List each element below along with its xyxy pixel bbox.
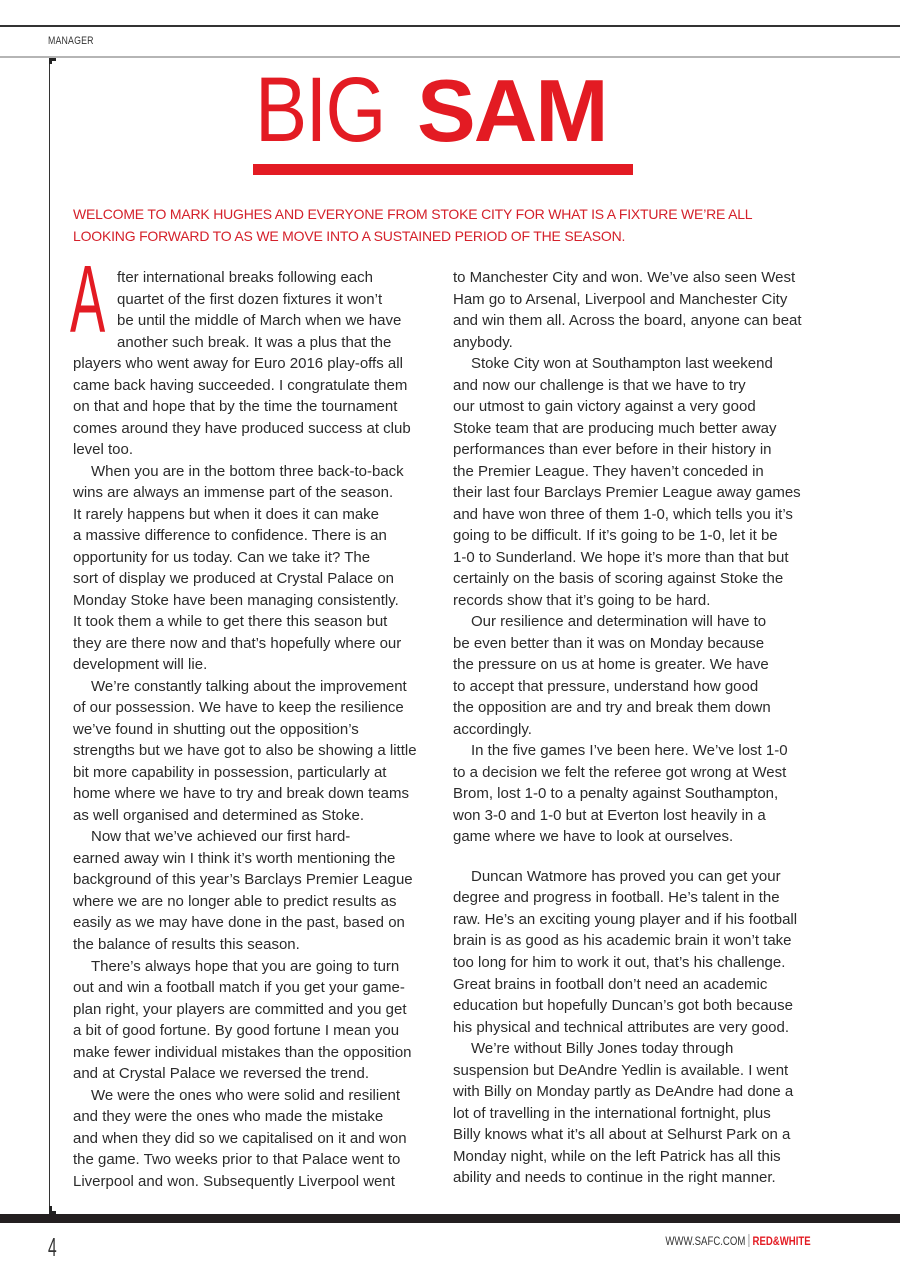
article-line: Stoke City won at Southampton last weekend — [471, 355, 773, 373]
paragraph-gap — [453, 848, 823, 866]
article-line: and have won three of them 1-0, which tells you it’s — [453, 505, 793, 523]
article-line: certainly on the basis of scoring against Stoke the — [453, 570, 784, 588]
article-line: Stoke team that are producing much better away — [453, 419, 777, 437]
article-line: out and win a football match if you get your game- — [73, 979, 405, 997]
article-line: We’re constantly talking about the improvement — [91, 677, 407, 695]
article-line: the pressure on us at home is greater. We have — [453, 656, 769, 674]
article-line: plan right, your players are committed and you get — [73, 1000, 407, 1018]
article-line: lot of travelling in the international fortnight, plus — [453, 1104, 771, 1122]
article-line: make fewer individual mistakes than the opposition — [73, 1043, 412, 1061]
article-column-2 — [453, 267, 823, 1189]
article-line: a massive difference to confidence. There is an — [73, 527, 387, 545]
article-line: to accept that pressure, understand how good — [453, 677, 759, 695]
article-line: Liverpool and won. Subsequently Liverpool went — [73, 1172, 395, 1190]
footer-url: WWW.SAFC.COM — [665, 1234, 746, 1248]
page-number: 4 — [48, 1232, 57, 1262]
article-line: earned away win I think it’s worth mentioning the — [73, 849, 396, 867]
article-line: and win them all. Across the board, anyone can beat — [453, 312, 802, 330]
corner-mark-bottom — [49, 1206, 56, 1214]
intro-line: LOOKING FORWARD TO AS WE MOVE INTO A SUSTAINED PERIOD OF THE SEASON. — [73, 228, 626, 244]
intro-standfirst — [73, 203, 833, 247]
article-line: the opposition are and try and break them down — [453, 699, 771, 717]
article-line: There’s always hope that you are going to turn — [91, 957, 400, 975]
article-line: background of this year’s Barclays Premier League — [73, 871, 413, 889]
article-line: the Premier League. They haven’t conceded in — [453, 462, 764, 480]
footer-brand: RED&WHITE — [752, 1234, 811, 1248]
article-line: development will lie. — [73, 656, 208, 674]
article-line: records show that it’s going to be hard. — [453, 591, 711, 609]
article-line: Brom, lost 1-0 to a penalty against Southampton, — [453, 785, 779, 803]
article-line: of our possession. We have to keep the resilience — [73, 699, 404, 717]
article-line: be even better than it was on Monday because — [453, 634, 765, 652]
article-line: and now our challenge is that we have to try — [453, 376, 746, 394]
title-light: BIG — [255, 59, 385, 161]
article-line: strengths but we have got to also be showing a little — [73, 742, 417, 760]
article-line: where we are no longer able to predict results as — [73, 892, 397, 910]
margin-rule — [49, 58, 50, 1216]
article-line: It took them a while to get there this season but — [73, 613, 388, 631]
article-line: players who went away for Euro 2016 play-offs all — [73, 355, 403, 373]
article-line: Now that we’ve achieved our first hard- — [91, 828, 351, 846]
article-line: Duncan Watmore has proved you can get your — [471, 867, 781, 885]
intro-line: WELCOME TO MARK HUGHES AND EVERYONE FROM STOKE CITY FOR WHAT IS A FIXTURE WE’RE ALL — [73, 206, 753, 222]
corner-mark-top — [49, 58, 56, 64]
title-underline-bar — [253, 164, 633, 175]
top-rule — [0, 25, 900, 27]
article-line: quartet of the first dozen fixtures it won’t — [117, 290, 383, 308]
article-line: our utmost to gain victory against a very good — [453, 398, 756, 416]
article-line: home where we have to try and break down teams — [73, 785, 410, 803]
article-line: and they were the ones who made the mistake — [73, 1108, 384, 1126]
article-line: Monday night, while on the left Patrick has all this — [453, 1147, 781, 1165]
article-line: Monday Stoke have been managing consistently. — [73, 591, 399, 609]
article-line: on that and hope that by the time the tournament — [73, 398, 398, 416]
article-line: as well organised and determined as Stoke. — [73, 806, 365, 824]
article-line: to Manchester City and won. We’ve also seen West — [453, 269, 796, 286]
article-line: won 3-0 and 1-0 but at Everton lost heavily in a — [453, 806, 766, 824]
article-line: In the five games I’ve been here. We’ve lost 1-0 — [471, 742, 788, 760]
footer-credit — [666, 1234, 811, 1248]
article-line: Great brains in football don’t need an academic — [453, 975, 768, 993]
article-line: another such break. It was a plus that the — [117, 333, 392, 351]
article-line: We were the ones who were solid and resilient — [91, 1086, 401, 1104]
article-line: we’ve found in shutting out the opposition’s — [73, 720, 359, 738]
article-line: education but hopefully Duncan’s got both because — [453, 997, 793, 1015]
footer-divider — [749, 1234, 750, 1247]
article-line: with Billy on Monday partly as DeAndre had done a — [453, 1083, 794, 1101]
article-line: opportunity for us today. Can we take it? The — [73, 548, 371, 566]
article-line: their last four Barclays Premier League away games — [453, 484, 801, 502]
article-line: ability and needs to continue in the right manner. — [453, 1169, 776, 1187]
title-bold: SAM — [417, 61, 607, 160]
article-line: Ham go to Arsenal, Liverpool and Manchester City — [453, 290, 788, 308]
article-line: a bit of good fortune. By good fortune I mean you — [73, 1022, 400, 1040]
article-line: and when they did so we capitalised on it and won — [73, 1129, 407, 1147]
page-title — [255, 58, 607, 161]
article-line: be until the middle of March when we have — [117, 312, 402, 330]
article-line: suspension but DeAndre Yedlin is available. I went — [453, 1061, 789, 1079]
article-line: accordingly. — [453, 720, 532, 738]
article-line: to a decision we felt the referee got wrong at West — [453, 763, 787, 781]
article-line: Billy knows what it’s all about at Selhurst Park on a — [453, 1126, 791, 1144]
article-line: brain is as good as his academic brain it won’t take — [453, 932, 792, 950]
article-line: bit more capability in possession, particularly at — [73, 763, 387, 781]
article-line: going to be difficult. If it’s going to be 1-0, let it be — [453, 527, 778, 545]
article-line: the game. Two weeks prior to that Palace went to — [73, 1151, 401, 1169]
article-line: performances than ever before in their history in — [453, 441, 772, 459]
article-line: wins are always an immense part of the season. — [73, 484, 394, 502]
article-line: degree and progress in football. He’s talent in the — [453, 889, 780, 907]
section-label: MANAGER — [48, 35, 94, 47]
article-line: too long for him to work it out, that’s his challenge. — [453, 953, 786, 971]
footer-bar — [0, 1214, 900, 1223]
article-line: level too. — [73, 441, 134, 459]
article-line: anybody. — [453, 333, 513, 351]
drop-cap: A — [70, 246, 106, 353]
article-line: When you are in the bottom three back-to-back — [91, 462, 404, 480]
article-line: 1-0 to Sunderland. We hope it’s more than that but — [453, 548, 789, 566]
article-line: It rarely happens but when it does it can make — [73, 505, 380, 523]
article-line: and at Crystal Palace we reversed the trend. — [73, 1065, 369, 1083]
article-line: We’re without Billy Jones today through — [471, 1040, 734, 1058]
article-line: his physical and technical attributes are very good. — [453, 1018, 790, 1036]
article-line: sort of display we produced at Crystal Palace on — [73, 570, 394, 588]
article-line: came back having succeeded. I congratulate them — [73, 376, 408, 394]
article-line: raw. He’s an exciting young player and if his football — [453, 910, 798, 928]
article-line: game where we have to look at ourselves. — [453, 828, 734, 846]
article-column-1 — [73, 267, 443, 1192]
article-line: easily as we may have done in the past, based on — [73, 914, 405, 932]
article-line: the balance of results this season. — [73, 935, 300, 953]
article-line: they are there now and that’s hopefully where our — [73, 634, 402, 652]
article-line: Our resilience and determination will have to — [471, 613, 767, 631]
article-line: fter international breaks following each — [117, 269, 373, 286]
article-line: comes around they have produced success at club — [73, 419, 411, 437]
